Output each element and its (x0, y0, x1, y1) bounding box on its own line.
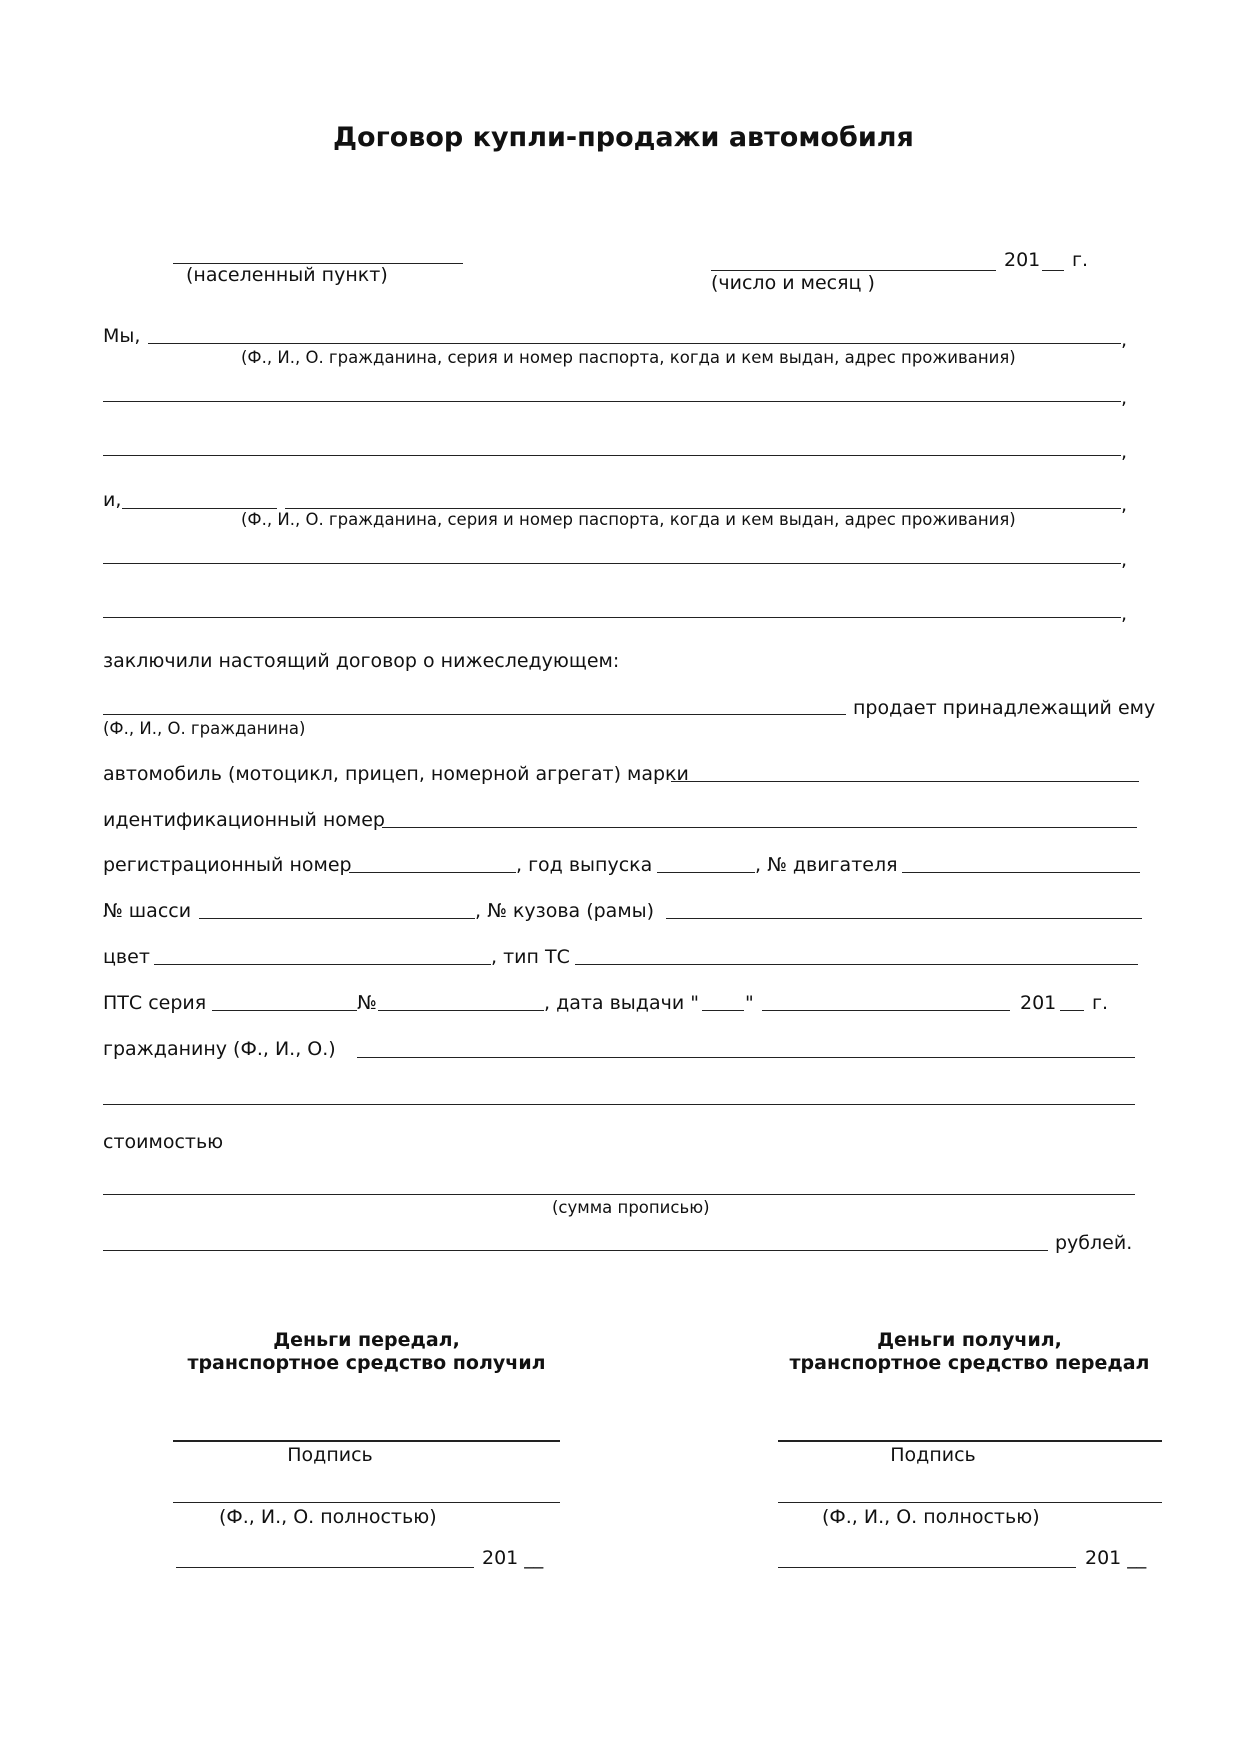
color-label: цвет (103, 946, 150, 968)
party2-comma-2: , (1121, 549, 1128, 571)
right-year: 201 __ (1085, 1547, 1147, 1569)
party1-line-2[interactable] (103, 401, 1121, 402)
type-label: , тип ТС (491, 946, 570, 968)
year-label: , год выпуска (516, 854, 653, 876)
issue-year-suffix: г. (1092, 992, 1109, 1014)
issue-year: 201 (1020, 992, 1057, 1014)
seller-caption: (Ф., И., О. гражданина) (103, 719, 306, 738)
reg-blank[interactable] (349, 872, 516, 873)
intro-text: заключили настоящий договор о нижеследующем: (103, 650, 620, 672)
party2-short-blank[interactable] (122, 508, 277, 509)
rubles-label: рублей. (1055, 1232, 1133, 1254)
left-signature-line[interactable] (173, 1440, 560, 1442)
party2-comma-1: , (1121, 494, 1128, 516)
pts-series-blank[interactable] (212, 1010, 357, 1011)
vin-blank[interactable] (382, 827, 1137, 828)
pts-number-blank[interactable] (378, 1010, 544, 1011)
engine-label: , № двигателя (755, 854, 898, 876)
body-label: , № кузова (рамы) (475, 900, 655, 922)
reg-label: регистрационный номер (103, 854, 352, 876)
party2-caption: (Ф., И., О. гражданина, серия и номер паспорта, когда и кем выдан, адрес проживания) (241, 510, 1016, 529)
chassis-blank[interactable] (199, 918, 475, 919)
rubles-blank[interactable] (103, 1250, 1048, 1251)
sum-caption: (сумма прописью) (552, 1198, 710, 1217)
left-date-blank[interactable] (176, 1567, 474, 1568)
issue-date-label: , дата выдачи " (544, 992, 699, 1014)
party1-comma-3: , (1121, 441, 1128, 463)
party2-line-3[interactable] (103, 617, 1121, 618)
buyer-label: гражданину (Ф., И., О.) (103, 1038, 336, 1060)
issue-date-quote: " (745, 992, 754, 1014)
year-blank[interactable] (1042, 270, 1064, 271)
sum-blank[interactable] (103, 1194, 1135, 1195)
party1-line-1[interactable] (148, 343, 1121, 344)
vehicle-label: автомобиль (мотоцикл, прицеп, номерной агрегат) марки (103, 763, 689, 785)
issue-month-blank[interactable] (762, 1010, 1010, 1011)
right-sign-caption: Подпись (890, 1444, 976, 1466)
place-caption: (населенный пункт) (186, 264, 388, 286)
type-blank[interactable] (575, 964, 1138, 965)
seller-blank[interactable] (103, 714, 846, 715)
chassis-label: № шасси (103, 900, 192, 922)
left-name-caption: (Ф., И., О. полностью) (219, 1506, 437, 1528)
issue-day-blank[interactable] (702, 1010, 744, 1011)
document-title: Договор купли-продажи автомобиля (333, 122, 914, 153)
year-suffix: г. (1072, 249, 1089, 271)
cost-label: стоимостью (103, 1131, 224, 1153)
vehicle-make-blank[interactable] (671, 781, 1139, 782)
right-name-line[interactable] (778, 1502, 1162, 1503)
left-name-line[interactable] (173, 1502, 560, 1503)
date-caption: (число и месяц ) (711, 272, 875, 294)
party1-caption: (Ф., И., О. гражданина, серия и номер паспорта, когда и кем выдан, адрес проживания) (241, 348, 1016, 367)
left-sign-caption: Подпись (287, 1444, 373, 1466)
and-label: и, (103, 489, 122, 511)
color-blank[interactable] (154, 964, 491, 965)
right-heading-2: транспортное средство передал (789, 1352, 1150, 1374)
year-prefix: 201 (1004, 249, 1041, 271)
left-year: 201 __ (482, 1547, 544, 1569)
buyer-blank-1[interactable] (357, 1057, 1135, 1058)
engine-blank[interactable] (902, 872, 1140, 873)
vin-label: идентификационный номер (103, 809, 385, 831)
party2-line-2[interactable] (103, 563, 1121, 564)
year-made-blank[interactable] (657, 872, 755, 873)
pts-number-label: № (357, 992, 377, 1014)
right-signature-line[interactable] (778, 1440, 1162, 1442)
buyer-blank-2[interactable] (103, 1104, 1135, 1105)
we-label: Мы, (103, 325, 141, 347)
sells-text: продает принадлежащий ему (853, 697, 1156, 719)
party1-comma-2: , (1121, 387, 1128, 409)
left-heading-2: транспортное средство получил (187, 1352, 546, 1374)
party1-comma-1: , (1121, 329, 1128, 351)
party2-comma-3: , (1121, 603, 1128, 625)
party1-line-3[interactable] (103, 455, 1121, 456)
left-heading-1: Деньги передал, (273, 1329, 460, 1351)
body-number-blank[interactable] (666, 918, 1142, 919)
date-blank[interactable] (711, 270, 996, 271)
right-name-caption: (Ф., И., О. полностью) (822, 1506, 1040, 1528)
right-date-blank[interactable] (778, 1567, 1076, 1568)
party2-line-1[interactable] (285, 508, 1121, 509)
issue-year-blank[interactable] (1060, 1010, 1084, 1011)
right-heading-1: Деньги получил, (877, 1329, 1062, 1351)
pts-label: ПТС серия (103, 992, 207, 1014)
